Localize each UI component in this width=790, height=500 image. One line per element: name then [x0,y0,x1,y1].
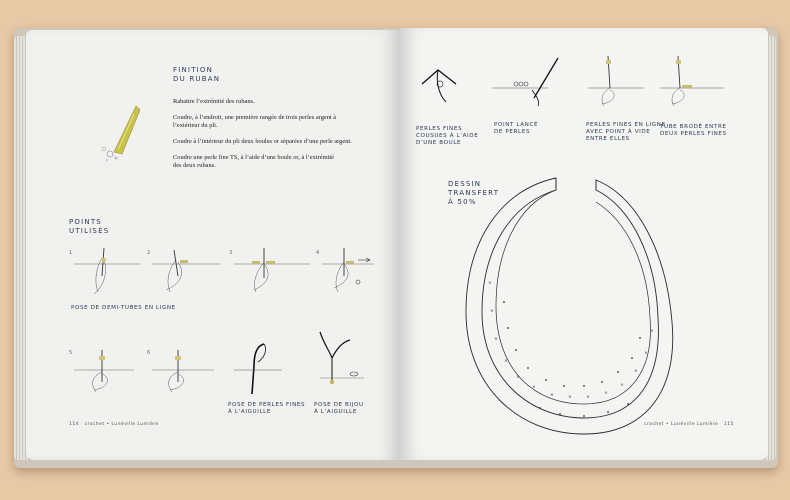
needle-bijou [310,328,370,398]
caption-line: D’UNE BOULE [416,140,462,146]
paragraph: Coudre, à l’endroit, une première rangée de trois perles argent à [173,114,337,121]
caption-tube [660,124,727,138]
stitch-diagram-2 [152,246,222,296]
dessin-title-line: À 50% [448,198,477,206]
needle-perles-fines [234,336,284,396]
dessin-title-line: TRANSFERT [448,189,500,197]
ribbon-illustration [96,100,146,160]
page-number: 115 [723,422,734,427]
svg-text:×: × [568,395,572,400]
finition-title [173,66,220,84]
caption-line: POINT LANCÉ [494,122,539,128]
stitch-diagram-ligne [588,52,648,112]
stitch-diagram-tube [660,52,730,112]
svg-text:×: × [604,391,608,396]
caption-line: À L’AIGUILLE [228,409,272,415]
caption-line: AVEC POINT À VIDE [586,129,651,135]
points-title-line2: UTILISÉS [69,227,110,235]
points-title-line1: POINTS [69,218,102,226]
caption-line: ENTRE ELLES [586,136,630,142]
running-footer: crochet • Lunéville Lumière [84,422,159,427]
caption-bijou [314,402,364,416]
stitch-diagram-boule [416,54,466,114]
svg-text:×: × [644,351,648,356]
caption-line: COUSUES À L’AIDE [416,133,479,139]
caption-perles-fines [228,402,305,416]
stitch-diagram-6 [152,348,222,398]
folio-left [69,422,159,427]
stitch-diagram-1 [74,246,144,296]
svg-text:×: × [532,385,536,390]
paragraph: Rabattre l’extrémité des rubans. [173,98,255,105]
page-number: 114 [69,422,79,427]
points-title [69,218,109,236]
caption-boule [416,126,478,147]
svg-text:×: × [586,395,590,400]
step-number: 3 [229,250,233,256]
instructions [173,98,352,170]
svg-text:×: × [490,309,494,314]
paragraph: Coudre une perle fine TS, à l’aide d’une boule or, à l’extrémité [173,154,334,161]
running-footer: crochet • Lunéville Lumière [644,422,719,427]
caption-line: PERLES FINES EN LIGNE [586,122,666,128]
finition-title-line2: DU RUBAN [173,75,221,83]
caption-line: À L’AIGUILLE [314,409,358,415]
svg-text:×: × [620,383,624,388]
step-number: 5 [69,350,73,356]
stitch-diagram-4 [322,246,382,306]
finition-title-line1: FINITION [173,66,214,74]
transfer-drawing [460,172,680,442]
dessin-title-line: DESSIN [448,180,482,188]
svg-text:×: × [650,329,654,334]
stitch-diagram-5 [74,348,144,398]
paragraph: Coudre à l’intérieur du pli deux boules or séparées d’une perle argent. [173,138,352,145]
svg-text:×: × [516,375,520,380]
left-page [26,30,400,460]
paragraph: des deux rubans. [173,162,216,169]
step-number: 6 [147,350,151,356]
svg-text:×: × [504,359,508,364]
svg-text:×: × [488,281,492,286]
step-number: 4 [316,250,320,256]
stitch-diagram-lance [488,52,568,112]
step-number: 2 [147,250,151,256]
caption-line: POSE DE BIJOU [314,402,364,408]
folio-right [644,422,734,427]
caption-line: POSE DE PERLES FINES [228,402,306,408]
caption-line: DEUX PERLES FINES [660,131,727,137]
caption-demi-tubes: POSE DE DEMI-TUBES EN LIGNE [71,305,176,311]
svg-text:×: × [634,369,638,374]
svg-text:×: × [550,393,554,398]
caption-ligne [586,122,666,143]
right-page [400,28,768,460]
step-number: 1 [69,250,73,256]
caption-line: PERLES FINES [416,126,463,132]
paragraph: l’extérieur du pli. [173,122,218,129]
caption-lance [494,122,538,136]
stitch-diagram-3 [234,246,314,296]
caption-line: DE PERLES [494,129,531,135]
svg-text:×: × [494,337,498,342]
caption-line: TUBE BRODÉ ENTRE [660,124,727,130]
